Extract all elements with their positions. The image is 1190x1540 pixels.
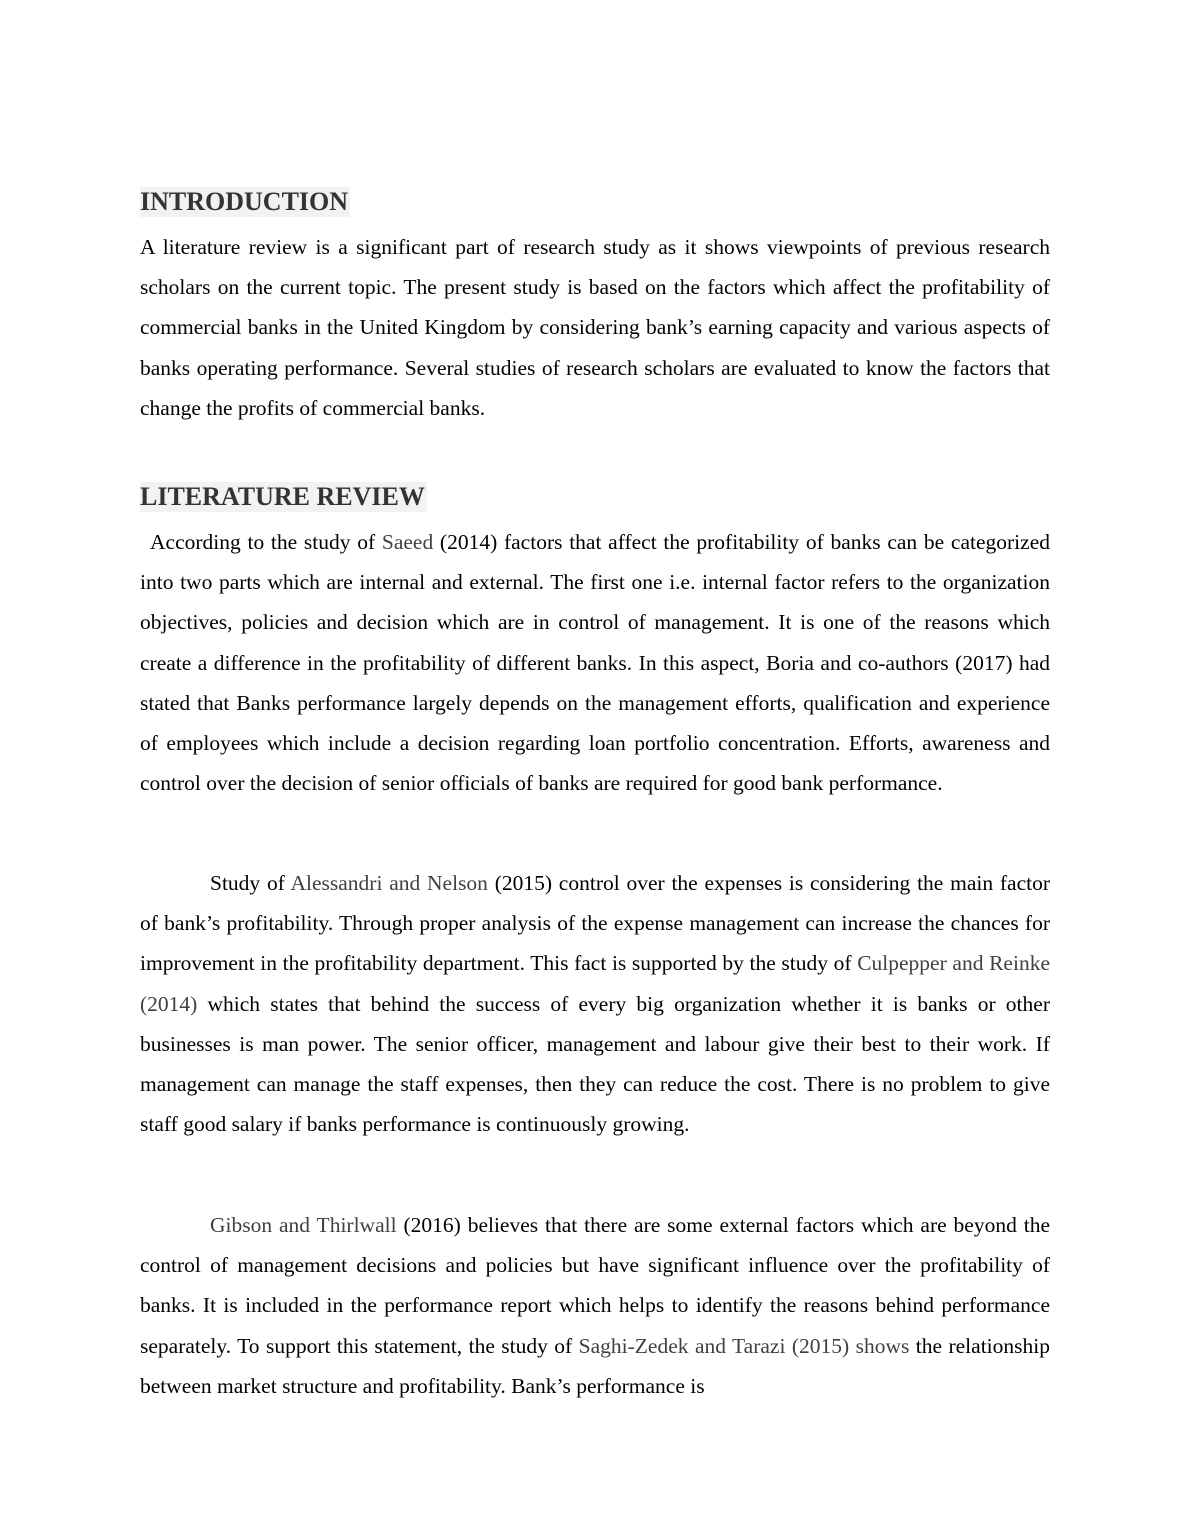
- introduction-heading: INTRODUCTION: [140, 187, 349, 216]
- introduction-paragraph: A literature review is a significant part of research study as it shows viewpoints of previous research scholars on the current topic. The present study is based on the factors which affect the profitability of commercial banks in the United Kingdom by considering bank’s earning capacity and various aspects of banks operating performance. Several studies of research scholars are evaluated to know the factors that change the profits of commercial banks.: [140, 235, 1050, 420]
- literature-paragraph-2: [140, 863, 1050, 1144]
- citation-culpepper-reinke: Culpepper and Reinke (2014): [140, 951, 1050, 1016]
- citation-gibson-thirlwall: Gibson and Thirlwall: [210, 1213, 397, 1237]
- literature-review-heading: LITERATURE REVIEW: [140, 482, 425, 511]
- text-run: (2015) control over the expenses is considering the main factor of bank’s profitability. Through proper analysis of the expense management can increase the chances for improvement in the profitability department. This fact is supported by the study of: [140, 871, 1051, 976]
- literature-paragraph-1: [140, 522, 1050, 803]
- citation-alessandri-nelson: Alessandri and Nelson: [290, 871, 488, 895]
- text-run: (2016) believes that there are some external factors which are beyond the control of management decisions and policies but have significant influence over the profitability of banks. It is included in the performance report which helps to identify the reasons behind performance separately. To support this statement, the study of: [140, 1213, 1050, 1358]
- text-run: (2014) factors that affect the profitability of banks can be categorized into two parts which are internal and external. The first one i.e. internal factor refers to the organization objectives, policies and decision which are in control of management. It is one of the reasons which create a difference in the profitability of different banks. In this aspect, Boria and co-authors (2017) had stated that Banks performance largely depends on the management efforts, qualification and experience of employees which include a decision regarding loan portfolio concentration. Efforts, awareness and control over the decision of senior officials of banks are required for good bank performance.: [140, 530, 1050, 796]
- text-run: Study of: [210, 871, 291, 895]
- citation-saghi-zedek-tarazi: Saghi-Zedek and Tarazi (2015) shows: [578, 1333, 910, 1358]
- text-run: the relationship between market structure and profitability. Bank’s performance is: [140, 1333, 1050, 1398]
- literature-paragraph-3: [140, 1205, 1050, 1406]
- citation-saeed: Saeed: [381, 530, 434, 554]
- text-run: which states that behind the success of every big organization whether it is banks or other businesses is man power. The senior officer, management and labour give their best to their work. If management can manage the staff expenses, then they can reduce the cost. There is no problem to give staff good salary if banks performance is continuously growing.: [140, 991, 1050, 1137]
- text-run: According to the study of: [150, 530, 382, 554]
